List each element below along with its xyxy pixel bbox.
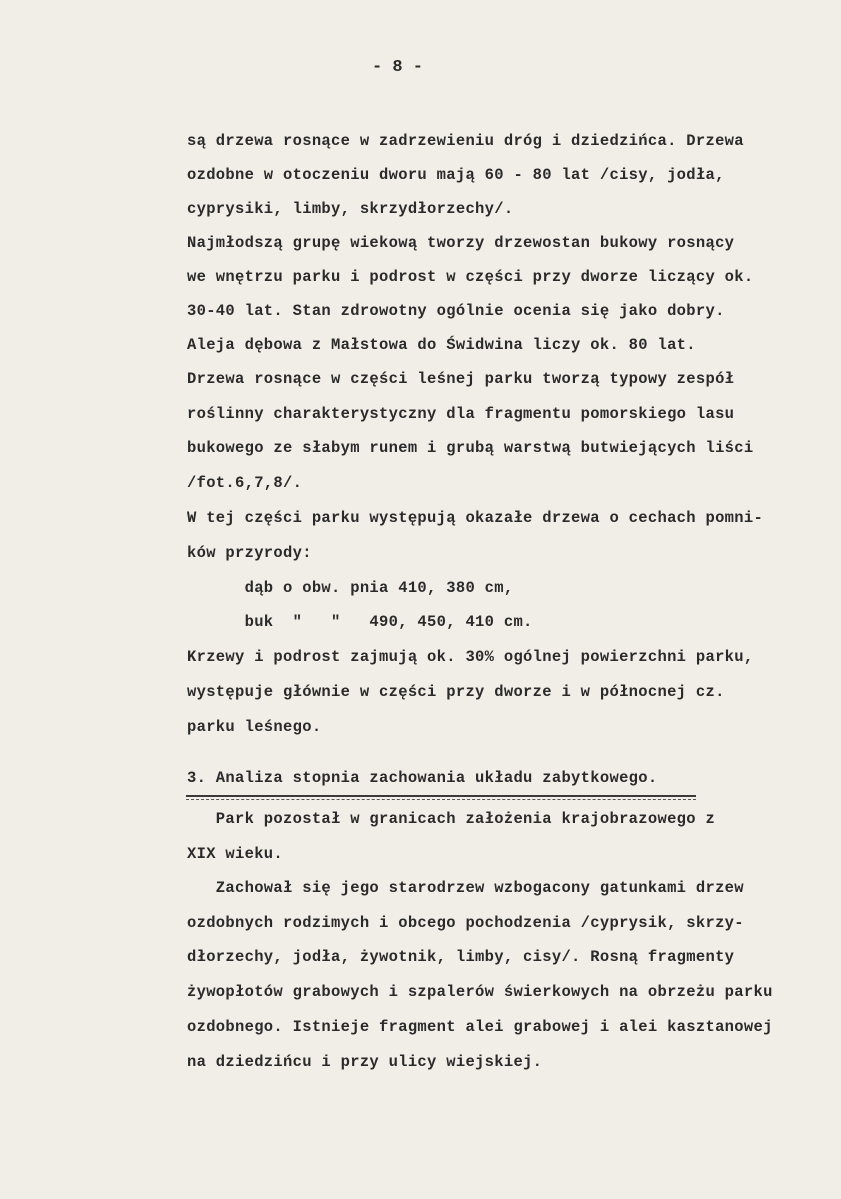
text-line: parku leśnego. (187, 718, 322, 736)
text-line: ozdobnych rodzimych i obcego pochodzenia /cyprysik, skrzy- (187, 914, 744, 932)
text-line: są drzewa rosnące w zadrzewieniu dróg i dziedzińca. Drzewa (187, 132, 744, 150)
text-line: Najmłodszą grupę wiekową tworzy drzewostan bukowy rosnący (187, 234, 735, 252)
text-line: bukowego ze słabym runem i grubą warstwą butwiejących liści (187, 439, 754, 457)
text-line: ozdobne w otoczeniu dworu mają 60 - 80 lat /cisy, jodła, (187, 166, 725, 184)
text-line: żywopłotów grabowych i szpalerów świerkowych na obrzeżu parku (187, 983, 773, 1001)
section-heading: 3. Analiza stopnia zachowania układu zabytkowego. (187, 769, 658, 787)
text-line: dłorzechy, jodła, żywotnik, limby, cisy/. Rosną fragmenty (187, 948, 735, 966)
text-line: roślinny charakterystyczny dla fragmentu pomorskiego lasu (187, 405, 735, 423)
text-line: W tej części parku występują okazałe drzewa o cechach pomni- (187, 509, 764, 527)
text-line: cyprysiki, limby, skrzydłorzechy/. (187, 200, 514, 218)
text-line: Aleja dębowa z Małstowa do Świdwina liczy ok. 80 lat. (187, 336, 696, 354)
text-line: /fot.6,7,8/. (187, 474, 303, 492)
text-line: 30-40 lat. Stan zdrowotny ogólnie ocenia się jako dobry. (187, 302, 725, 320)
heading-underline-dashed (186, 799, 696, 800)
text-line: we wnętrzu parku i podrost w części przy dworze liczący ok. (187, 268, 754, 286)
page-number: - 8 - (372, 58, 424, 77)
text-line: Park pozostał w granicach założenia krajobrazowego z (187, 810, 716, 828)
heading-underline (186, 795, 696, 797)
text-line: XIX wieku. (187, 845, 284, 863)
text-line: dąb o obw. pnia 410, 380 cm, (187, 579, 514, 597)
text-line: na dziedzińcu i przy ulicy wiejskiej. (187, 1053, 543, 1071)
text-line: ozdobnego. Istnieje fragment alei grabowej i alei kasztanowej (187, 1018, 773, 1036)
text-line: występuje głównie w części przy dworze i w północnej cz. (187, 683, 725, 701)
text-line: ków przyrody: (187, 544, 312, 562)
text-line: Zachował się jego starodrzew wzbogacony gatunkami drzew (187, 879, 744, 897)
text-line: Drzewa rosnące w części leśnej parku tworzą typowy zespół (187, 370, 735, 388)
text-line: Krzewy i podrost zajmują ok. 30% ogólnej powierzchni parku, (187, 648, 754, 666)
text-line: buk " " 490, 450, 410 cm. (187, 613, 533, 631)
